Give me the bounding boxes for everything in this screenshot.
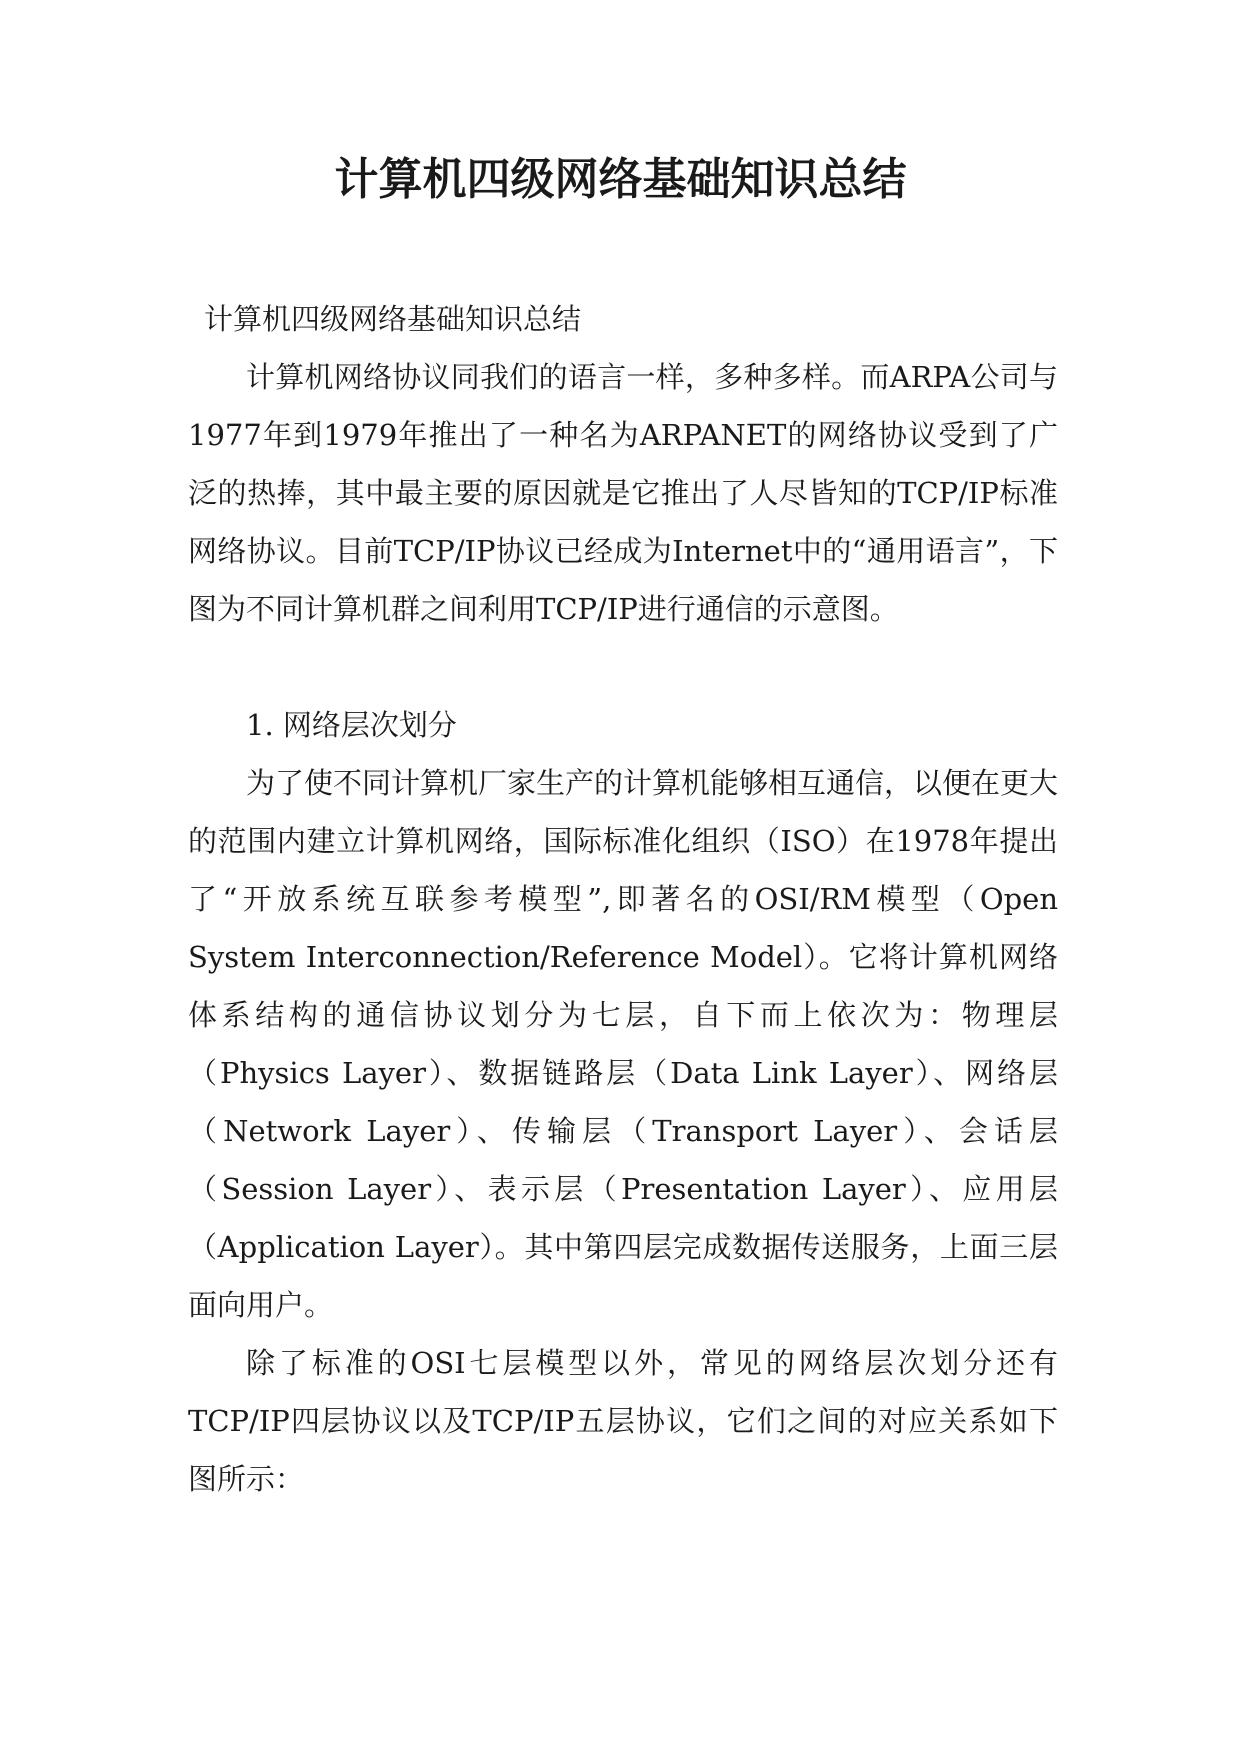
section-heading-network-layers: 1. 网络层次划分 xyxy=(246,708,457,742)
paragraph-tcpip-layers: 除了标准的OSI七层模型以外，常见的网络层次划分还有TCP/IP四层协议以及TCP/IP五层协议，它们之间的对应关系如下图所示： xyxy=(188,1346,1058,1496)
paragraph-intro: 计算机网络协议同我们的语言一样，多种多样。而ARPA公司与1977年到1979年推出了一种名为ARPANET的网络协议受到了广泛的热捧，其中最主要的原因就是它推出了人尽皆知的TCP/IP标准网络协议。目前TCP/IP协议已经成为Internet中的“通用语言”，下图为不同计算机群之间利用TCP/IP进行通信的示意图。 xyxy=(188,360,1058,626)
document-subtitle: 计算机四级网络基础知识总结 xyxy=(204,302,582,336)
document-body xyxy=(188,290,1058,1508)
document-title: 计算机四级网络基础知识总结 xyxy=(334,154,907,205)
paragraph-gap xyxy=(188,638,1058,696)
paragraph-osi-model: 为了使不同计算机厂家生产的计算机能够相互通信，以便在更大的范围内建立计算机网络，国际标准化组织（ISO）在1978年提出了“开放系统互联参考模型”,即著名的OSI/RM模型（Open System Interconnection/Reference Model）。它将计算机网络体系结构的通信协议划分为七层，自下而上依次为：物理层（Physics Layer）、数据链路层（Data Link Layer）、网络层（Network Layer）、传输层（Transport Layer）、会话层（Session Layer）、表示层（Presentation Layer）、应用层（Application Layer）。其中第四层完成数据传送服务，上面三层面向用户。 xyxy=(188,766,1059,1322)
